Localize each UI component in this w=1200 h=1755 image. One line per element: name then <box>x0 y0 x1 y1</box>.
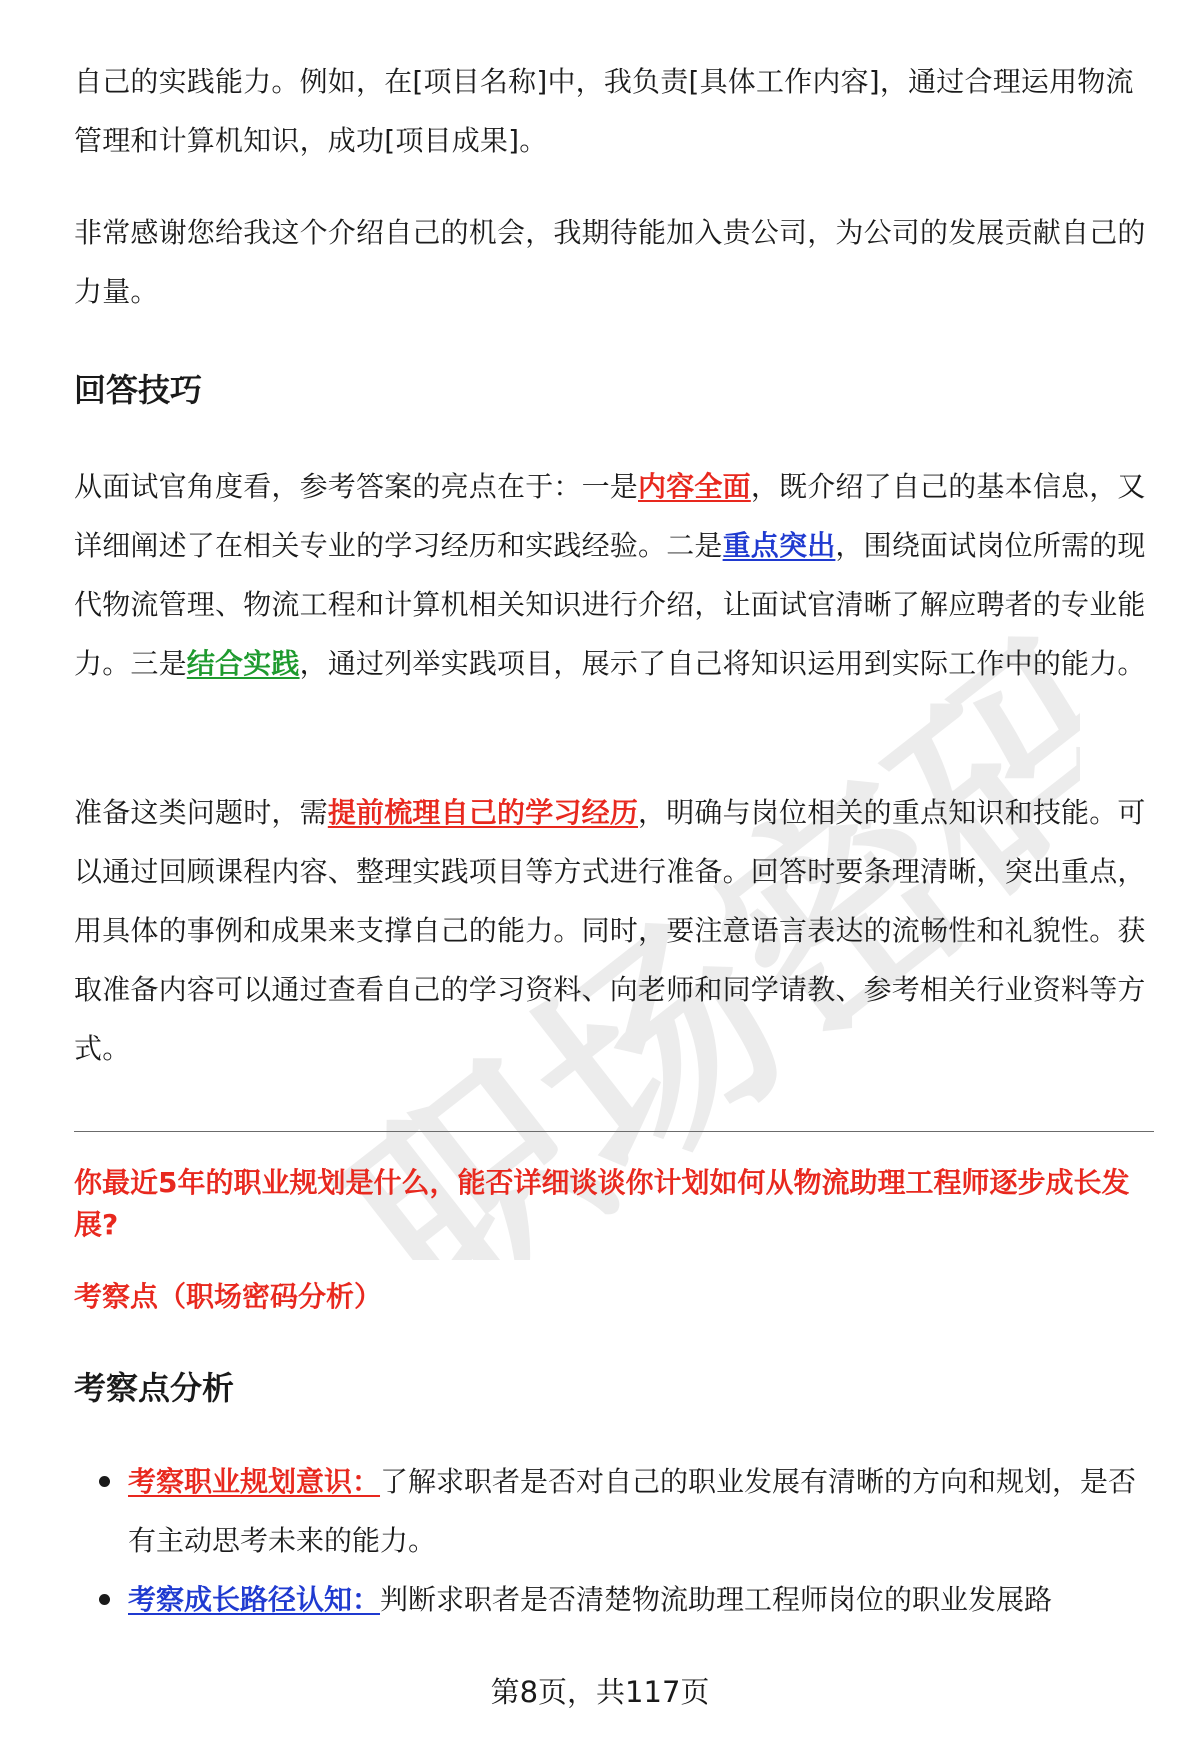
list-item-text: 判断求职者是否清楚物流助理工程师岗位的职业发展路 <box>380 1583 1053 1616</box>
text-segment: ，围绕面试岗位所需的现代物流管理、物流工程和计算机相关知识进行介绍，让面试官清晰了解应聘者的专业能力。三是 <box>74 529 1146 680</box>
highlight-content-complete: 内容全面 <box>638 470 751 503</box>
section-heading-analysis: 考察点分析 <box>74 1369 235 1407</box>
page-number: 第8页，共117页 <box>490 1675 710 1709</box>
highlight-review-experience: 提前梳理自己的学习经历 <box>327 796 639 829</box>
assessment-point-label: 考察点（职场密码分析） <box>74 1280 383 1313</box>
text-segment: ，通过列举实践项目，展示了自己将知识运用到实际工作中的能力。 <box>299 647 1146 680</box>
text-segment: 准备这类问题时，需 <box>74 796 328 829</box>
text-segment: ，既介绍了自己的基本信息，又详细阐述了在相关专业的学习经历和实践经验。二是 <box>74 470 1146 562</box>
bullet-icon <box>99 1594 110 1605</box>
paragraph-practice: 自己的实践能力。例如，在[项目名称]中，我负责[具体工作内容]，通过合理运用物流管理和计算机知识，成功[项目成果]。 <box>74 65 1134 157</box>
paragraph-tips-preparation <box>74 783 1154 1078</box>
list-item <box>74 1452 1154 1570</box>
section-heading-tips: 回答技巧 <box>74 371 203 409</box>
watermark-text: 职场密码 <box>305 594 1080 1260</box>
section-divider <box>74 1131 1154 1132</box>
highlight-practice: 结合实践 <box>186 647 300 680</box>
highlight-key-points: 重点突出 <box>722 529 836 562</box>
paragraph-tips-highlights <box>74 457 1154 693</box>
analysis-list <box>74 1452 1154 1629</box>
text-segment: 从面试官角度看，参考答案的亮点在于：一是 <box>74 470 639 503</box>
list-item-label: 考察成长路径认知： <box>128 1583 381 1616</box>
list-item-label: 考察职业规划意识： <box>128 1465 381 1498</box>
list-item <box>74 1570 1154 1629</box>
list-item-text: 了解求职者是否对自己的职业发展有清晰的方向和规划，是否有主动思考未来的能力。 <box>128 1465 1137 1557</box>
paragraph-thanks: 非常感谢您给我这个介绍自己的机会，我期待能加入贵公司，为公司的发展贡献自己的力量。 <box>74 216 1146 308</box>
text-segment: ，明确与岗位相关的重点知识和技能。可以通过回顾课程内容、整理实践项目等方式进行准备。回答时要条理清晰，突出重点，用具体的事例和成果来支撑自己的能力。同时，要注意语言表达的流畅性和礼貌性。获取准备内容可以通过查看自己的学习资料、向老师和同学请教、参考相关行业资料等方式。 <box>74 796 1146 1065</box>
interview-question: 你最近5年的职业规划是什么，能否详细谈谈你计划如何从物流助理工程师逐步成长发展? <box>74 1166 1130 1241</box>
bullet-icon <box>99 1476 110 1487</box>
